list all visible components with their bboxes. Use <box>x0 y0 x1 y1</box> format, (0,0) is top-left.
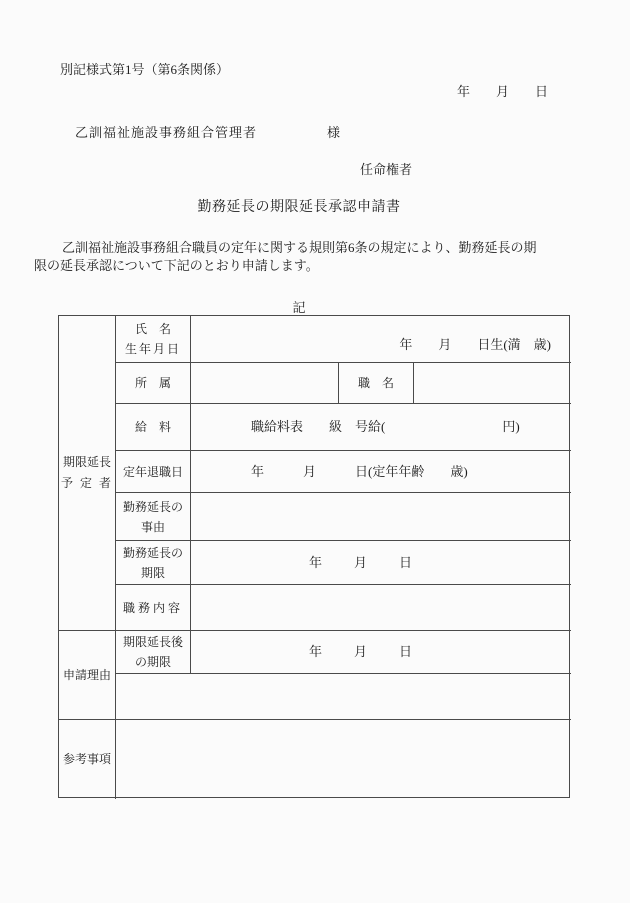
body-line-2: 限の延長承認について下記のとおり申請します。 <box>34 258 319 273</box>
salary-label: 給 料 <box>116 404 191 451</box>
name-birthdate-field: 年 月 日生(満 歳) <box>191 316 571 363</box>
affiliation-label: 所 属 <box>116 363 191 404</box>
retirement-date-label: 定年退職日 <box>116 451 191 493</box>
ki-heading: 記 <box>292 300 306 315</box>
body-line-1: 乙訓福祉施設事務組合職員の定年に関する規則第6条の規定により、勤務延長の期 <box>62 240 537 255</box>
retirement-date-field: 年 月 日(定年年齢 歳) <box>191 451 571 493</box>
section-label-application-reason: 申請理由 <box>59 631 116 720</box>
body-paragraph <box>34 239 537 275</box>
affiliation-field <box>191 363 339 403</box>
application-reason-field <box>116 674 571 720</box>
form-number-line: 別記様式第1号（第6条関係） <box>60 62 230 77</box>
after-extension-limit-label: 期限延長後 の期限 <box>116 631 191 674</box>
section-label-reference-notes: 参考事項 <box>59 720 116 799</box>
main-form-table <box>58 315 570 798</box>
extension-limit-label: 勤務延長の 期限 <box>116 541 191 585</box>
duties-label: 職務内容 <box>116 585 191 631</box>
extension-cause-label: 勤務延長の 事由 <box>116 493 191 541</box>
recipient-honorific: 様 <box>327 125 341 140</box>
after-extension-limit-field: 年 月 日 <box>191 631 571 674</box>
salary-field: 職給料表 級 号給( 円) <box>191 404 571 451</box>
appointer-label: 任命権者 <box>360 162 413 177</box>
recipient-name: 乙訓福祉施設事務組合管理者 <box>75 125 258 140</box>
job-title-label: 職 名 <box>339 363 414 403</box>
date-line: 年 月 日 <box>457 84 549 99</box>
name-birthdate-label: 氏 名 生年月日 <box>116 316 191 363</box>
reference-notes-field <box>116 720 571 799</box>
extension-cause-field <box>191 493 571 541</box>
job-title-field <box>414 363 571 403</box>
duties-field <box>191 585 571 631</box>
section-label-extension-candidate: 期限延長 予 定 者 <box>59 316 116 631</box>
page-title: 勤務延長の期限延長承認申請書 <box>197 200 401 215</box>
affiliation-jobtitle-row <box>191 363 571 404</box>
extension-limit-field: 年 月 日 <box>191 541 571 585</box>
